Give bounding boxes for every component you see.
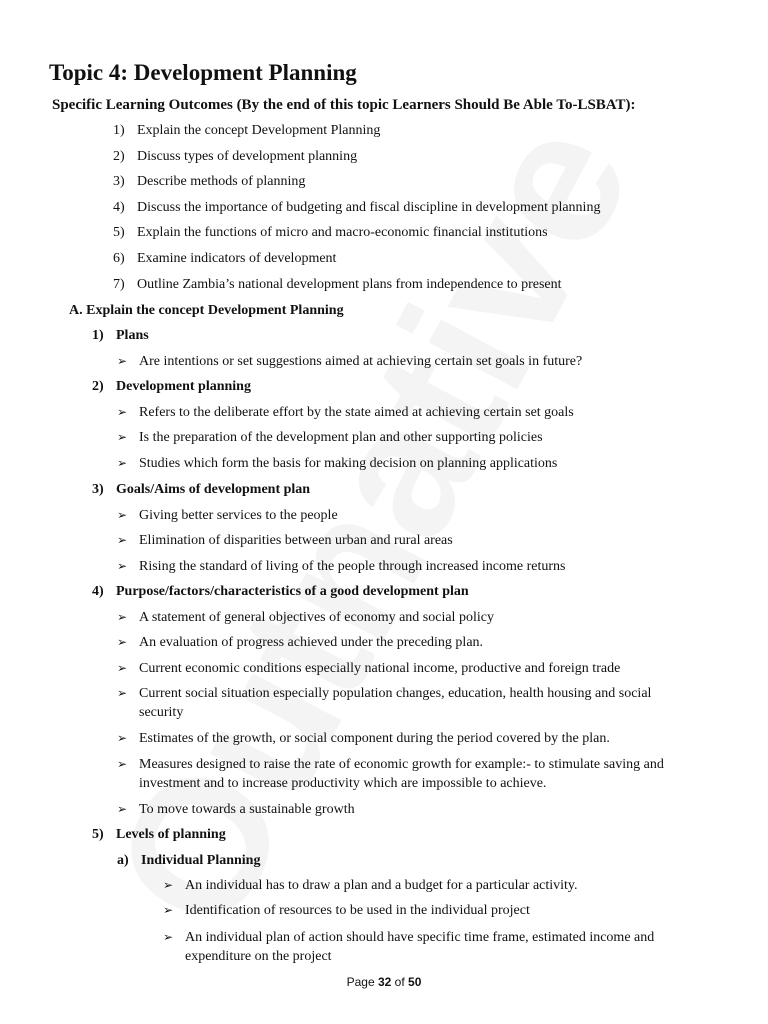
- arrow-bullet-icon: ➢: [117, 731, 128, 745]
- subsection-heading-individual: a) Individual Planning: [117, 853, 261, 868]
- bullet-item: ➢ A statement of general objectives of economy and social policy: [117, 610, 494, 625]
- page-title: Topic 4: Development Planning: [49, 60, 357, 85]
- arrow-bullet-icon: ➢: [163, 878, 174, 892]
- arrow-bullet-icon: ➢: [117, 559, 128, 573]
- outcome-item: 3) Describe methods of planning: [113, 174, 306, 189]
- arrow-bullet-icon: ➢: [117, 354, 128, 368]
- bullet-item: ➢ Rising the standard of living of the people through increased income returns: [117, 559, 566, 574]
- section-heading-plans: 1) Plans: [92, 328, 149, 343]
- outcome-item: 7) Outline Zambia’s national development plans from independence to present: [113, 277, 562, 292]
- section-heading-goals: 3) Goals/Aims of development plan: [92, 482, 311, 497]
- arrow-bullet-icon: ➢: [117, 456, 128, 470]
- arrow-bullet-icon: ➢: [117, 430, 128, 444]
- arrow-bullet-icon: ➢: [117, 661, 128, 675]
- outcome-item: 6) Examine indicators of development: [113, 251, 337, 266]
- bullet-item: ➢ An individual has to draw a plan and a budget for a particular activity.: [163, 878, 578, 893]
- bullet-item: ➢ Elimination of disparities between urban and rural areas: [117, 533, 453, 548]
- bullet-item: ➢ Is the preparation of the development plan and other supporting policies: [117, 430, 543, 445]
- bullet-item: ➢ Current economic conditions especially national income, productive and foreign trade: [117, 661, 621, 676]
- arrow-bullet-icon: ➢: [117, 508, 128, 522]
- arrow-bullet-icon: ➢: [117, 533, 128, 547]
- bullet-item: ➢ Current social situation especially population changes, education, health housing and social: [117, 686, 652, 701]
- arrow-bullet-icon: ➢: [117, 686, 128, 700]
- bullet-item: ➢ Identification of resources to be used in the individual project: [163, 903, 530, 918]
- bullet-continuation: investment and to increase productivity which are impossible to achieve.: [139, 776, 547, 791]
- section-heading-purpose: 4) Purpose/factors/characteristics of a good development plan: [92, 584, 469, 599]
- bullet-item: ➢ An evaluation of progress achieved under the preceding plan.: [117, 635, 484, 650]
- bullet-item: ➢ To move towards a sustainable growth: [117, 802, 355, 817]
- arrow-bullet-icon: ➢: [117, 757, 128, 771]
- bullet-item: ➢ Estimates of the growth, or social component during the period covered by the plan.: [117, 731, 610, 746]
- outcome-item: 5) Explain the functions of micro and macro-economic financial institutions: [113, 225, 548, 240]
- section-a-heading: A. Explain the concept Development Planning: [69, 303, 344, 318]
- bullet-item: ➢ Studies which form the basis for making decision on planning applications: [117, 456, 558, 471]
- arrow-bullet-icon: ➢: [163, 930, 174, 944]
- arrow-bullet-icon: ➢: [163, 903, 174, 917]
- arrow-bullet-icon: ➢: [117, 405, 128, 419]
- bullet-item: ➢ Giving better services to the people: [117, 508, 338, 523]
- arrow-bullet-icon: ➢: [117, 610, 128, 624]
- arrow-bullet-icon: ➢: [117, 635, 128, 649]
- arrow-bullet-icon: ➢: [117, 802, 128, 816]
- section-heading-development-planning: 2) Development planning: [92, 379, 251, 394]
- outcomes-heading: Specific Learning Outcomes (By the end of this topic Learners Should Be Able To-LSBAT):: [52, 97, 636, 113]
- bullet-continuation: expenditure on the project: [185, 949, 332, 964]
- page-number: Page 32 of 50: [346, 975, 422, 989]
- outcome-item: 1) Explain the concept Development Planning: [113, 123, 381, 138]
- section-heading-levels: 5) Levels of planning: [92, 827, 226, 842]
- outcome-item: 2) Discuss types of development planning: [113, 149, 358, 164]
- outcome-item: 4) Discuss the importance of budgeting and fiscal discipline in development planning: [113, 200, 601, 215]
- bullet-item: ➢ Measures designed to raise the rate of economic growth for example:- to stimulate saving and: [117, 757, 664, 772]
- bullet-item: ➢ Are intentions or set suggestions aimed at achieving certain set goals in future?: [117, 354, 583, 369]
- bullet-item: ➢ An individual plan of action should have specific time frame, estimated income and: [163, 930, 655, 945]
- bullet-continuation: security: [139, 705, 184, 720]
- bullet-item: ➢ Refers to the deliberate effort by the state aimed at achieving certain set goals: [117, 405, 574, 420]
